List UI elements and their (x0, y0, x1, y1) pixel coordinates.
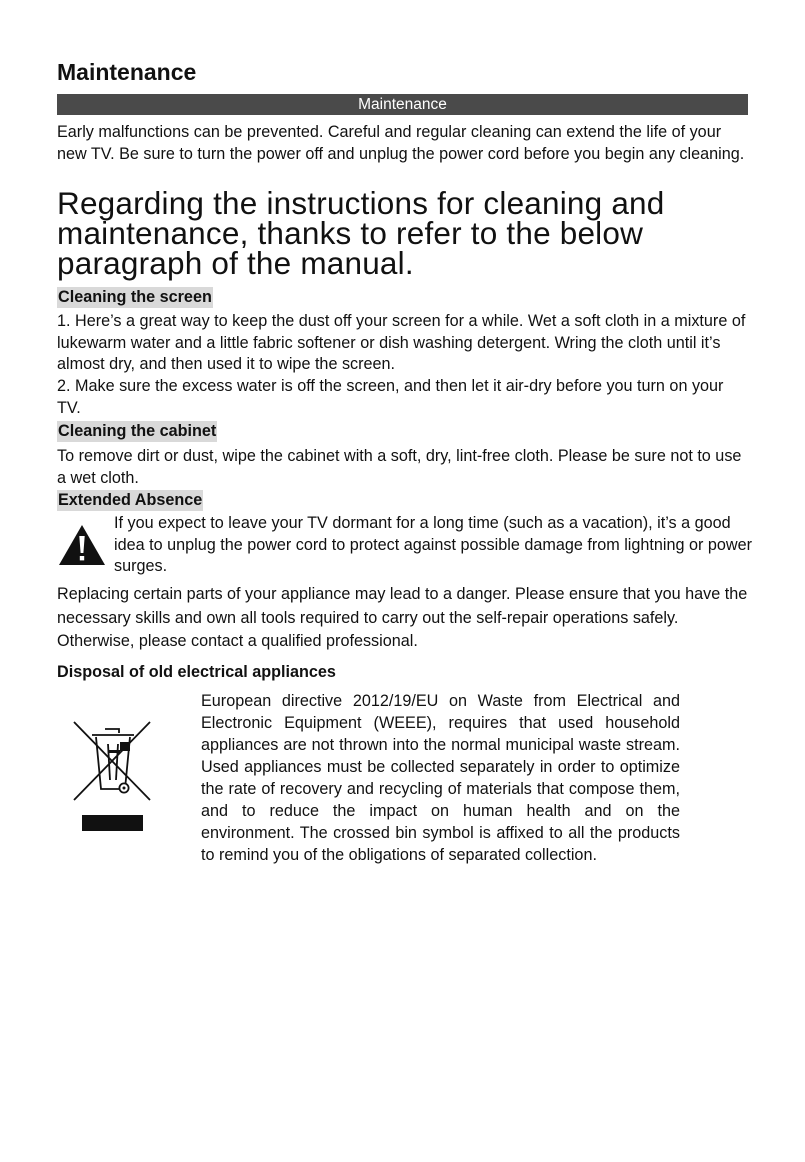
section-bar: Maintenance (57, 94, 748, 115)
cleaning-screen-heading: Cleaning the screen (58, 288, 212, 306)
disposal-text: European directive 2012/19/EU on Waste from Electrical and Electronic Equipment (WEEE), requires that used household appliances are not thrown into the normal municipal waste stream. Used appliances must be collected separately in order to optimize the rate of recovery and recycling of materials that compose them, and to reduce the impact on human health and on the environment. The crossed bin symbol is affixed to all the products to remind you of the obligations of separated collection. (201, 692, 680, 864)
cleaning-cabinet-heading: Cleaning the cabinet (58, 422, 217, 440)
cleaning-screen-step-2: 2. Make sure the excess water is off the screen, and then let it air-dry before you turn on your TV. (57, 377, 724, 417)
extended-absence-text: If you expect to leave your TV dormant for a long time (such as a vacation), it’s a good idea to unplug the power cord to protect against possible damage from lightning or power surges. (114, 514, 752, 575)
intro-paragraph: Early malfunctions can be prevented. Careful and regular cleaning can extend the life of your new TV. Be sure to turn the power off and unplug the power cord before you begin any cleaning. (57, 123, 745, 163)
weee-underline-bar (82, 815, 143, 831)
crossed-bin-icon (72, 720, 152, 804)
extended-absence-heading: Extended Absence (58, 491, 203, 509)
disposal-heading: Disposal of old electrical appliances (57, 663, 336, 681)
warning-triangle-icon (58, 524, 106, 566)
notice-heading: Regarding the instructions for cleaning and maintenance, thanks to refer to the below paragraph of the manual. (57, 185, 665, 281)
cleaning-screen-step-1: 1. Here’s a great way to keep the dust off your screen for a while. Wet a soft cloth in a mixture of lukewarm water and a little fabric softener or dish washing detergent. Wring the cloth until it’s almost dry, and then used it to wipe the screen. (57, 312, 746, 373)
safety-note: Replacing certain parts of your appliance may lead to a danger. Please ensure that you have the necessary skills and own all tools required to carry out the self-repair operations safely. Otherwise, please contact a qualified professional. (57, 585, 748, 650)
cleaning-cabinet-text: To remove dirt or dust, wipe the cabinet with a soft, dry, lint-free cloth. Please be sure not to use a wet cloth. (57, 447, 742, 487)
page-title: Maintenance (57, 59, 197, 85)
